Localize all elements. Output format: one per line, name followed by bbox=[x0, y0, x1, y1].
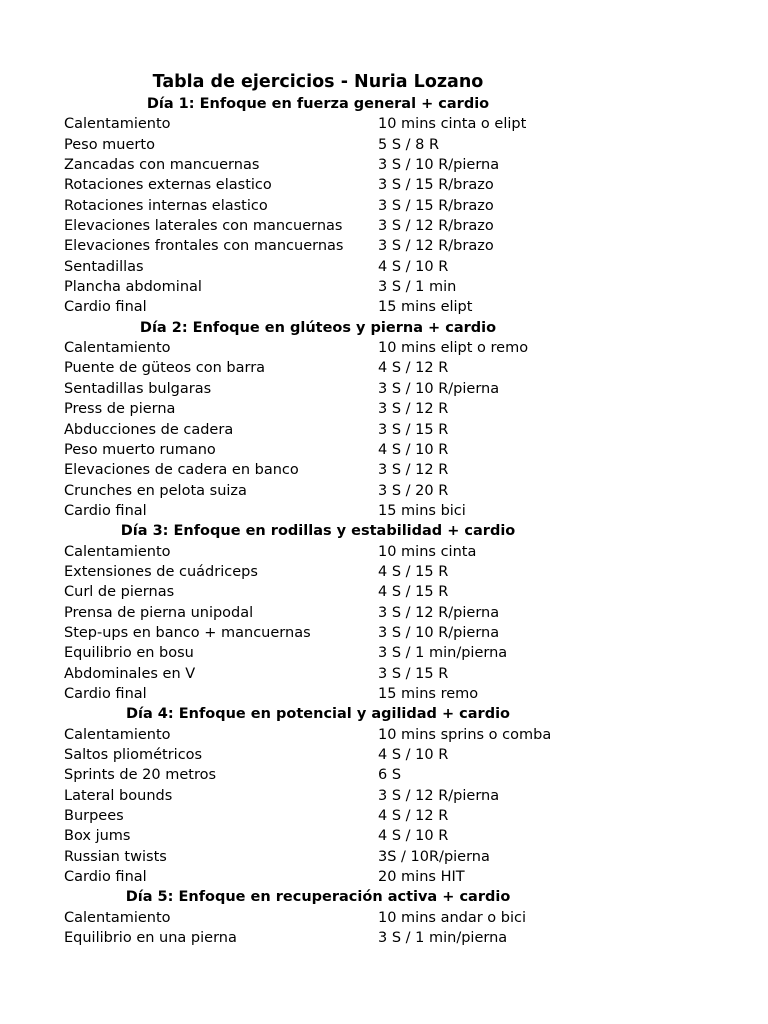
exercise-name: Cardio final bbox=[64, 299, 147, 316]
day-heading: Día 3: Enfoque en rodillas y estabilidad + cardio bbox=[120, 523, 516, 540]
exercise-row bbox=[0, 257, 768, 277]
exercise-name: Sentadillas bulgaras bbox=[64, 380, 212, 397]
exercise-dose: 3 S / 10 R/pierna bbox=[378, 380, 500, 397]
exercise-row bbox=[0, 562, 768, 582]
exercise-row bbox=[0, 420, 768, 440]
exercise-row bbox=[0, 806, 768, 826]
exercise-row bbox=[0, 338, 768, 358]
day-section bbox=[0, 521, 768, 704]
exercise-dose: 3 S / 1 min/pierna bbox=[378, 930, 508, 947]
document-title: Tabla de ejercicios - Nuria Lozano bbox=[152, 72, 484, 92]
exercise-name: Puente de güteos con barra bbox=[64, 360, 266, 377]
exercise-dose: 15 mins elipt bbox=[378, 299, 473, 316]
exercise-row bbox=[0, 216, 768, 236]
exercise-row bbox=[0, 358, 768, 378]
exercise-name: Crunches en pelota suiza bbox=[64, 482, 247, 499]
exercise-name: Sprints de 20 metros bbox=[64, 767, 217, 784]
exercise-name: Zancadas con mancuernas bbox=[64, 157, 260, 174]
exercise-dose: 3 S / 15 R bbox=[378, 421, 449, 438]
exercise-dose: 15 mins remo bbox=[378, 685, 479, 702]
exercise-row bbox=[0, 297, 768, 317]
exercise-row bbox=[0, 765, 768, 785]
exercise-row bbox=[0, 847, 768, 867]
exercise-dose: 4 S / 10 R bbox=[378, 441, 449, 458]
exercise-dose: 5 S / 8 R bbox=[378, 136, 440, 153]
exercise-name: Equilibrio en una pierna bbox=[64, 930, 237, 947]
exercise-row bbox=[0, 643, 768, 663]
exercise-name: Elevaciones frontales con mancuernas bbox=[64, 238, 344, 255]
exercise-row bbox=[0, 928, 768, 948]
exercise-dose: 3 S / 10 R/pierna bbox=[378, 624, 500, 641]
exercise-row bbox=[0, 399, 768, 419]
exercise-dose: 4 S / 10 R bbox=[378, 747, 449, 763]
exercise-document bbox=[0, 70, 768, 948]
exercise-row bbox=[0, 623, 768, 643]
exercise-row bbox=[0, 786, 768, 806]
exercise-name: Cardio final bbox=[64, 869, 147, 886]
exercise-row bbox=[0, 826, 768, 846]
exercise-dose: 15 mins bici bbox=[378, 502, 466, 519]
exercise-name: Cardio final bbox=[64, 685, 147, 702]
exercise-dose: 10 mins cinta o elipt bbox=[378, 116, 527, 133]
exercise-name: Plancha abdominal bbox=[64, 279, 202, 296]
exercise-row bbox=[0, 460, 768, 480]
exercise-dose: 3 S / 12 R/brazo bbox=[378, 218, 494, 235]
exercise-name: Rotaciones externas elastico bbox=[64, 177, 272, 194]
exercise-dose: 3 S / 10 R/pierna bbox=[378, 157, 500, 174]
exercise-name: Lateral bounds bbox=[64, 787, 173, 804]
day-section bbox=[0, 94, 768, 318]
exercise-name: Peso muerto rumano bbox=[64, 441, 216, 458]
days-container bbox=[0, 94, 768, 948]
exercise-dose: 4 S / 10 R bbox=[378, 258, 449, 275]
exercise-row bbox=[0, 114, 768, 134]
exercise-name: Elevaciones de cadera en banco bbox=[64, 462, 299, 479]
exercise-dose: 3S / 10R/pierna bbox=[378, 848, 490, 865]
exercise-name: Peso muerto bbox=[64, 136, 155, 153]
exercise-name: Equilibrio en bosu bbox=[64, 645, 194, 662]
exercise-row bbox=[0, 908, 768, 928]
exercise-row bbox=[0, 379, 768, 399]
exercise-row bbox=[0, 867, 768, 887]
exercise-dose: 3 S / 15 R/brazo bbox=[378, 197, 494, 214]
exercise-name: Calentamiento bbox=[64, 116, 171, 133]
exercise-row bbox=[0, 745, 768, 765]
exercise-dose: 3 S / 15 R/brazo bbox=[378, 177, 494, 194]
exercise-dose: 10 mins andar o bici bbox=[378, 909, 527, 926]
exercise-name: Abdominales en V bbox=[64, 665, 196, 682]
exercise-name: Calentamiento bbox=[64, 543, 171, 560]
exercise-name: Press de pierna bbox=[64, 401, 176, 418]
exercise-dose: 3 S / 12 R/pierna bbox=[378, 787, 500, 804]
exercise-row bbox=[0, 175, 768, 195]
exercise-row bbox=[0, 603, 768, 623]
exercise-dose: 3 S / 1 min bbox=[378, 279, 457, 296]
exercise-name: Saltos pliométricos bbox=[64, 747, 203, 763]
exercise-row bbox=[0, 236, 768, 256]
exercise-dose: 3 S / 12 R bbox=[378, 401, 449, 418]
exercise-name: Sentadillas bbox=[64, 258, 144, 275]
exercise-name: Prensa de pierna unipodal bbox=[64, 604, 254, 621]
exercise-row bbox=[0, 440, 768, 460]
exercise-dose: 3 S / 12 R bbox=[378, 462, 449, 479]
exercise-row bbox=[0, 542, 768, 562]
day-section bbox=[0, 318, 768, 521]
exercise-name: Abducciones de cadera bbox=[64, 421, 234, 438]
exercise-row bbox=[0, 725, 768, 745]
exercise-dose: 20 mins HIT bbox=[378, 869, 465, 886]
exercise-dose: 4 S / 12 R bbox=[378, 360, 449, 377]
exercise-row bbox=[0, 582, 768, 602]
exercise-row bbox=[0, 277, 768, 297]
day-heading: Día 5: Enfoque en recuperación activa + cardio bbox=[125, 889, 511, 906]
exercise-dose: 10 mins cinta bbox=[378, 543, 477, 560]
exercise-row bbox=[0, 481, 768, 501]
day-heading: Día 2: Enfoque en glúteos y pierna + cardio bbox=[139, 319, 497, 336]
exercise-dose: 3 S / 20 R bbox=[378, 482, 449, 499]
exercise-row bbox=[0, 664, 768, 684]
exercise-dose: 4 S / 10 R bbox=[378, 828, 449, 845]
exercise-name: Calentamiento bbox=[64, 726, 171, 743]
exercise-dose: 3 S / 15 R bbox=[378, 665, 449, 682]
exercise-row bbox=[0, 196, 768, 216]
exercise-name: Elevaciones laterales con mancuernas bbox=[64, 218, 343, 235]
exercise-name: Curl de piernas bbox=[64, 584, 175, 601]
exercise-name: Extensiones de cuádriceps bbox=[64, 563, 258, 580]
day-section bbox=[0, 887, 768, 948]
exercise-name: Calentamiento bbox=[64, 340, 171, 357]
exercise-name: Calentamiento bbox=[64, 909, 171, 926]
exercise-row bbox=[0, 155, 768, 175]
exercise-name: Box jums bbox=[64, 828, 131, 845]
exercise-dose: 4 S / 15 R bbox=[378, 584, 449, 601]
exercise-row bbox=[0, 501, 768, 521]
exercise-name: Step-ups en banco + mancuernas bbox=[64, 624, 311, 641]
day-section bbox=[0, 704, 768, 887]
exercise-dose: 6 S bbox=[378, 767, 402, 784]
exercise-name: Rotaciones internas elastico bbox=[64, 197, 268, 214]
day-heading: Día 4: Enfoque en potencial y agilidad + cardio bbox=[125, 706, 511, 723]
exercise-dose: 3 S / 1 min/pierna bbox=[378, 645, 508, 662]
exercise-dose: 10 mins sprins o comba bbox=[378, 726, 552, 743]
exercise-dose: 3 S / 12 R/brazo bbox=[378, 238, 494, 255]
exercise-name: Cardio final bbox=[64, 502, 147, 519]
day-heading: Día 1: Enfoque en fuerza general + cardio bbox=[146, 96, 490, 112]
exercise-dose: 10 mins elipt o remo bbox=[378, 340, 529, 357]
exercise-row bbox=[0, 135, 768, 155]
exercise-dose: 4 S / 12 R bbox=[378, 808, 449, 825]
exercise-row bbox=[0, 684, 768, 704]
exercise-dose: 4 S / 15 R bbox=[378, 563, 449, 580]
exercise-name: Russian twists bbox=[64, 848, 167, 865]
exercise-name: Burpees bbox=[64, 808, 124, 825]
exercise-dose: 3 S / 12 R/pierna bbox=[378, 604, 500, 621]
